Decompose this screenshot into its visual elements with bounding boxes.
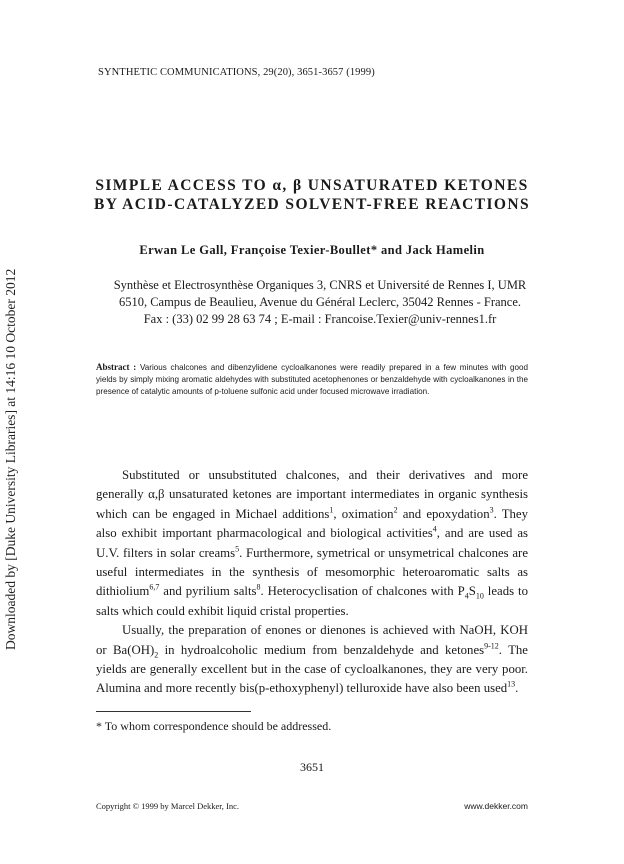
title-line-1: SIMPLE ACCESS TO α, β UNSATURATED KETONES [95, 177, 529, 194]
text-run: . They also exhibit important pharmacological and biological activities [96, 506, 529, 541]
abstract [96, 362, 528, 397]
subscript: 2 [154, 650, 159, 660]
body-text [96, 466, 528, 699]
affiliation-line-2: 6510, Campus de Beaulieu, Avenue du Général Leclerc, 35042 Rennes - France. [118, 295, 522, 309]
text-run: Usually, the preparation of enones or dienones is achieved with NaOH, KOH or Ba(OH) [96, 623, 528, 657]
subscript: 4 [464, 591, 469, 601]
citation: 6,7 [149, 583, 160, 593]
text-run: S [468, 584, 476, 599]
article-title [0, 176, 624, 214]
page-number: 3651 [300, 760, 324, 774]
text-run: , and are used as U.V. filters in solar creams [96, 526, 528, 560]
text-run: , oximation [333, 506, 394, 521]
affiliation [100, 277, 540, 328]
text-run: . Heterocyclisation of chalcones with P [260, 584, 465, 599]
subscript: 10 [475, 591, 484, 601]
citation: 1 [329, 505, 334, 515]
citation: 2 [393, 505, 398, 515]
citation: 13 [507, 680, 516, 690]
text-run: . [515, 681, 519, 696]
text-run: in hydroalcoholic medium from benzaldehyde and ketones [158, 642, 485, 657]
journal-header: SYNTHETIC COMMUNICATIONS, 29(20), 3651-3657 (1999) [98, 67, 375, 78]
footnote-rule [96, 711, 251, 712]
affiliation-line-1: Synthèse et Electrosynthèse Organiques 3, CNRS et Université de Rennes I, UMR [113, 278, 527, 292]
publisher-url: www.dekker.com [464, 801, 528, 811]
citation: 9-12 [484, 641, 499, 651]
download-note: Downloaded by [Duke University Libraries] at 14:16 10 October 2012 [3, 268, 18, 650]
text-run: Substituted or unsubstituted chalcones, and their derivatives and more generally α,β unsaturated ketones are important intermediates in organic synthesis which can be engaged in Michael additions [96, 468, 528, 521]
text-run: and pyrilium salts [159, 584, 257, 599]
text-run: leads to salts which could exhibit liquid cristal properties. [96, 584, 528, 618]
author-list: Erwan Le Gall, Françoise Texier-Boullet* and Jack Hamelin [139, 243, 485, 257]
paragraph-2 [96, 621, 528, 699]
citation: 8 [256, 583, 261, 593]
citation: 3 [489, 505, 494, 515]
paragraph-1 [96, 466, 528, 621]
abstract-label: Abstract : [96, 362, 137, 372]
abstract-text: Various chalcones and dibenzylidene cycloalkanones were readily prepared in a few minutes with good yields by simply mixing aromatic aldehydes with substituted acetophenones or benzaldehyde with cycloalkanones in the presence of catalytic amounts of p-toluene sulfonic acid under focused microwave irradiation. [96, 363, 528, 396]
text-run: . Furthermore, symetrical or unsymetrical chalcones are useful intermediates in the synthesis of mesomorphic heteroaromatic salts as dithiolium [96, 545, 528, 599]
text-run: and epoxydation [397, 506, 490, 521]
citation: 5 [235, 544, 240, 554]
copyright-notice: Copyright © 1999 by Marcel Dekker, Inc. [96, 801, 240, 811]
title-line-2: BY ACID-CATALYZED SOLVENT-FREE REACTIONS [94, 196, 530, 213]
text-run: . The yields are generally excellent but in the case of cycloalkanones, they are very poor. Alumina and more recently bis(p-ethoxyphenyl) telluroxide have also been used [96, 642, 528, 696]
footnote: * To whom correspondence should be addressed. [96, 719, 332, 733]
affiliation-contact: Fax : (33) 02 99 28 63 74 ; E-mail : Francoise.Texier@univ-rennes1.fr [143, 312, 497, 326]
citation: 4 [432, 524, 437, 534]
